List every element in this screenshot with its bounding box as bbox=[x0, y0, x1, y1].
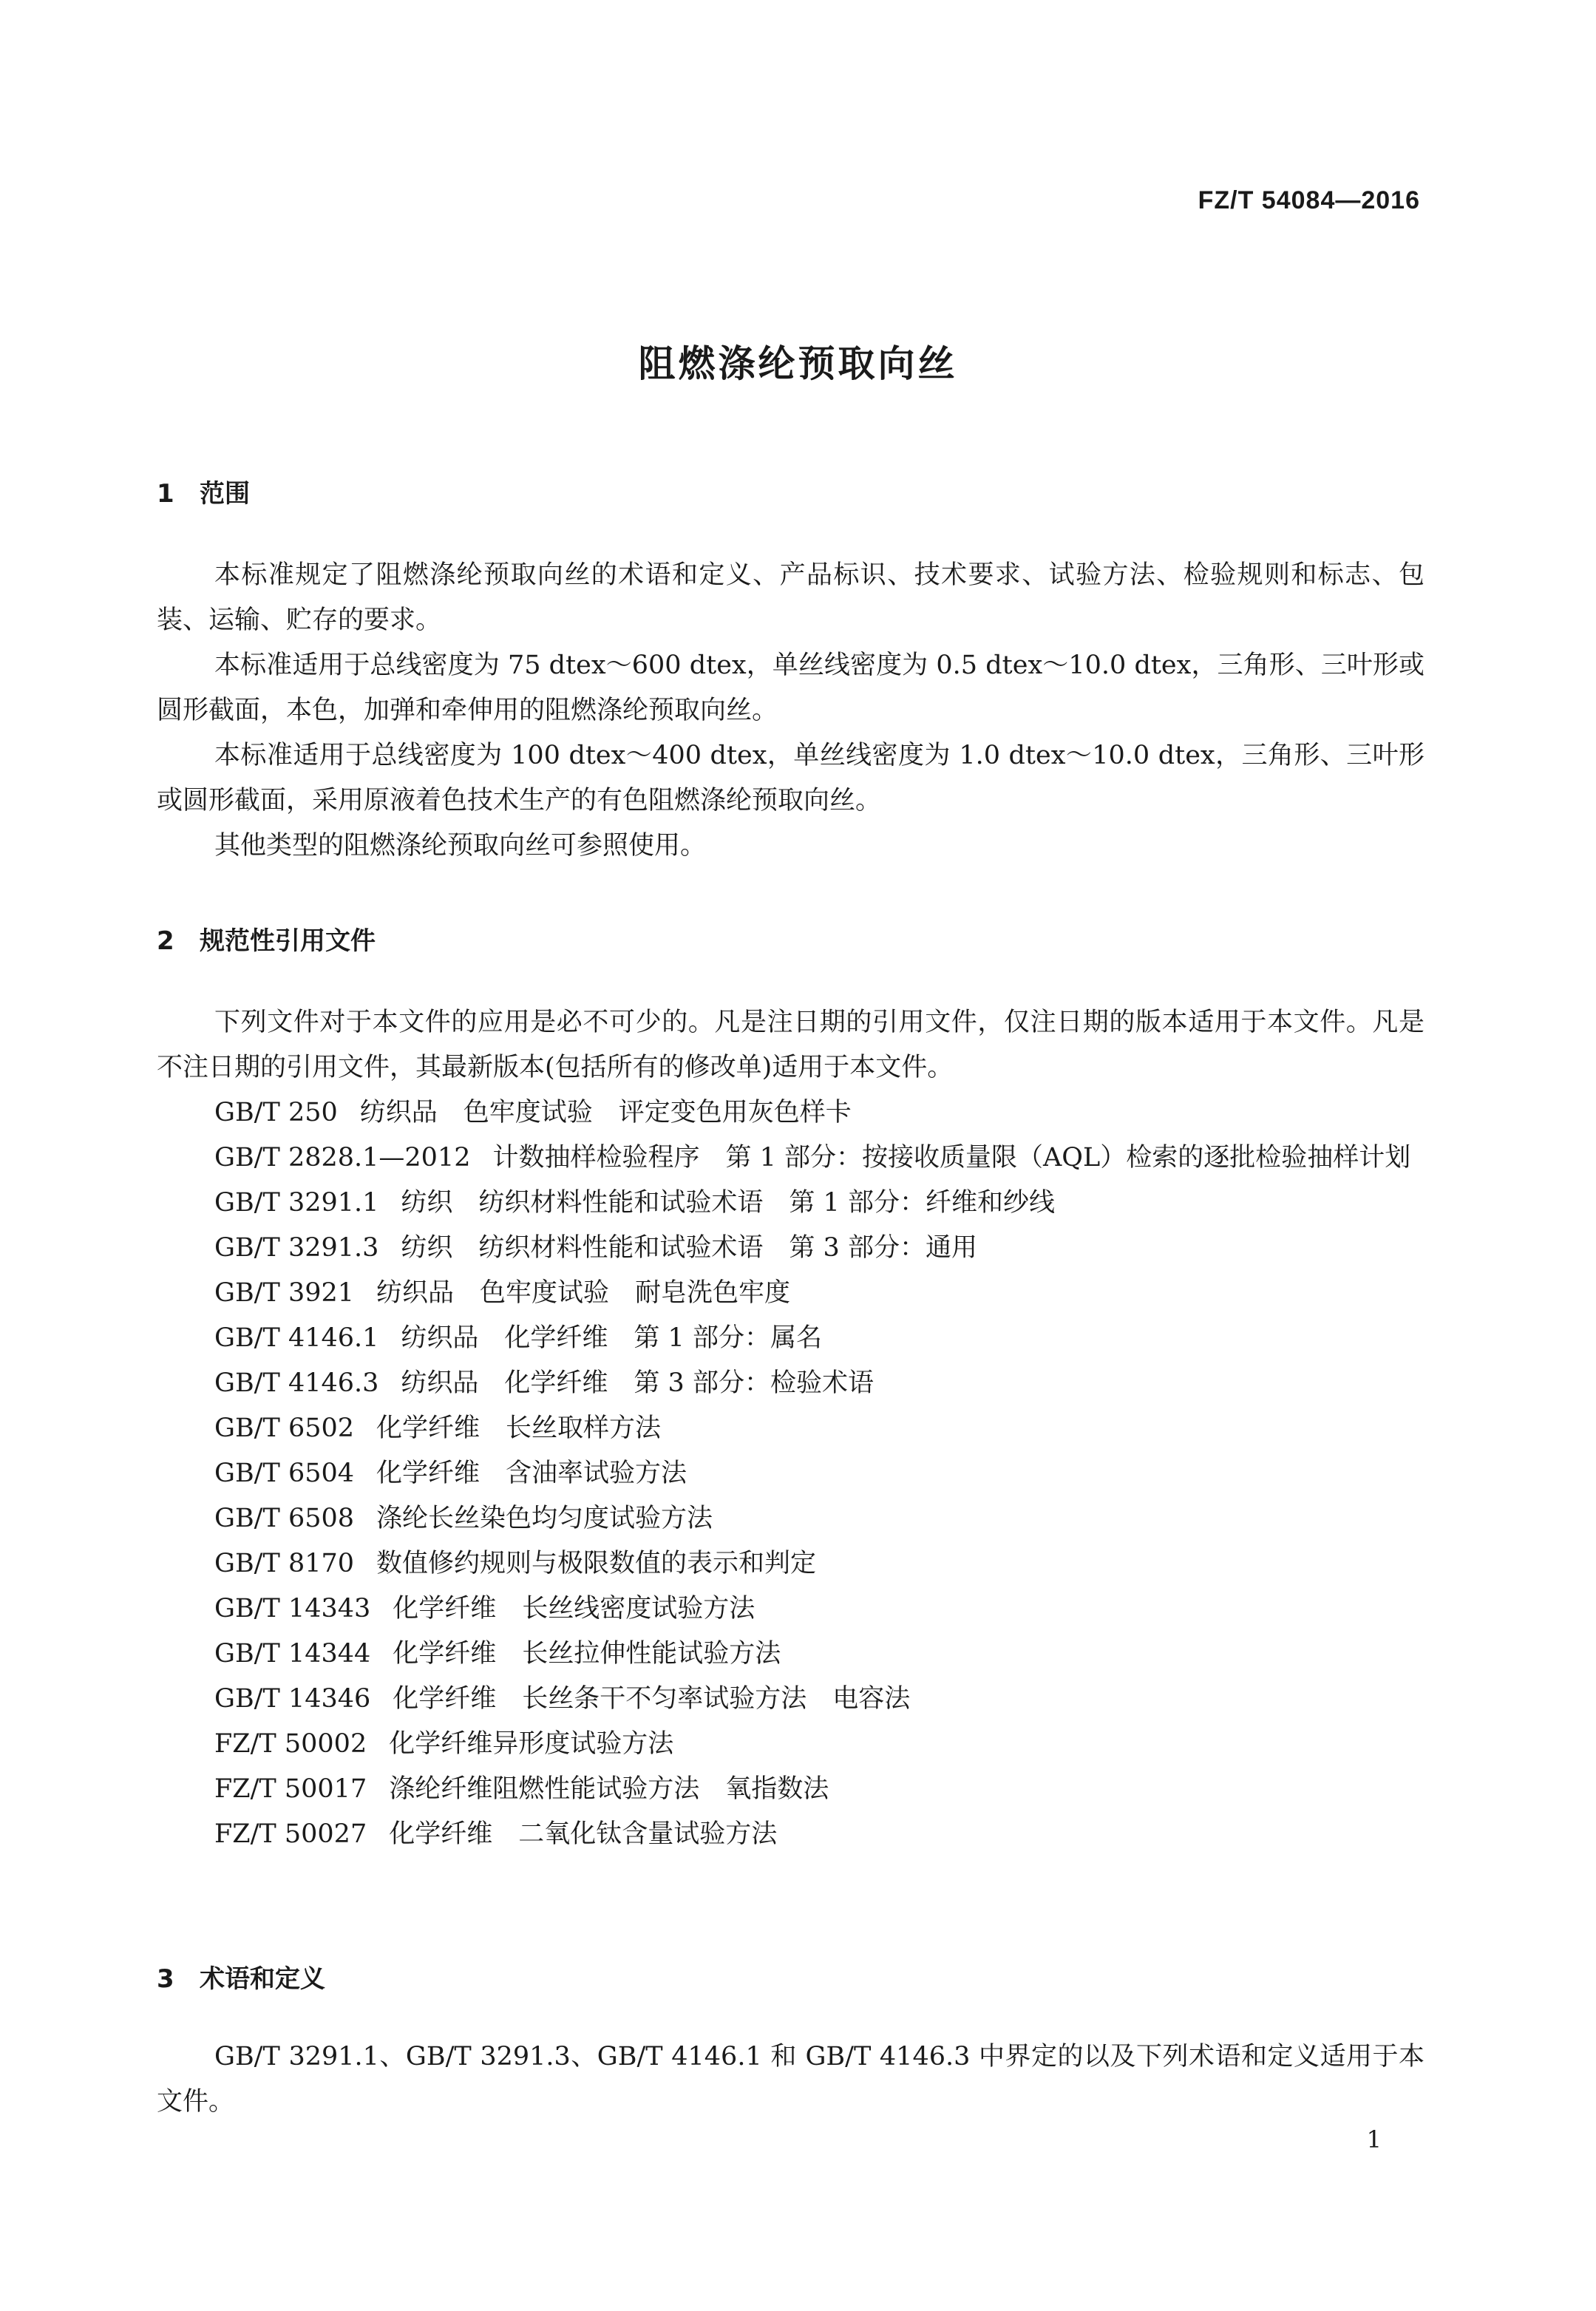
reference-item bbox=[157, 1451, 1424, 1496]
reference-code: FZ/T 50027 bbox=[214, 1819, 367, 1849]
reference-code: GB/T 250 bbox=[214, 1098, 338, 1127]
section-number: 2 bbox=[157, 926, 174, 956]
reference-item bbox=[157, 1541, 1424, 1587]
reference-code: GB/T 3291.3 bbox=[214, 1233, 379, 1263]
reference-code: GB/T 6508 bbox=[214, 1504, 355, 1533]
reference-list bbox=[157, 1090, 1424, 1857]
section-heading-terms bbox=[157, 1958, 325, 1995]
reference-item bbox=[157, 1767, 1424, 1812]
reference-title: 涤纶纤维阻燃性能试验方法 氧指数法 bbox=[389, 1774, 829, 1804]
reference-title: 纺织品 化学纤维 第 1 部分：属名 bbox=[401, 1323, 822, 1353]
reference-code: GB/T 3921 bbox=[214, 1278, 355, 1308]
section-heading-scope bbox=[157, 473, 250, 509]
reference-title: 纺织 纺织材料性能和试验术语 第 3 部分：通用 bbox=[401, 1233, 977, 1263]
section-title: 规范性引用文件 bbox=[200, 926, 376, 956]
reference-item bbox=[157, 1677, 1424, 1722]
reference-title: 化学纤维 长丝拉伸性能试验方法 bbox=[393, 1639, 781, 1669]
reference-item bbox=[157, 1136, 1424, 1181]
section-number: 3 bbox=[157, 1964, 174, 1994]
reference-title: 涤纶长丝染色均匀度试验方法 bbox=[376, 1504, 713, 1533]
standard-number: FZ/T 54084—2016 bbox=[1198, 186, 1420, 214]
section-heading-normative-references bbox=[157, 920, 376, 957]
reference-item bbox=[157, 1587, 1424, 1632]
reference-item bbox=[157, 1496, 1424, 1541]
reference-item bbox=[157, 1090, 1424, 1136]
scope-paragraph-2: 本标准适用于总线密度为 75 dtex～600 dtex，单丝线密度为 0.5 dtex～10.0 dtex，三角形、三叶形或圆形截面，本色，加弹和牵伸用的阻燃涤纶预取向丝。 bbox=[157, 651, 1424, 725]
reference-code: GB/T 3291.1 bbox=[214, 1188, 379, 1218]
scope-paragraph-1: 本标准规定了阻燃涤纶预取向丝的术语和定义、产品标识、技术要求、试验方法、检验规则和标志、包装、运输、贮存的要求。 bbox=[157, 560, 1424, 635]
references-intro: 下列文件对于本文件的应用是必不可少的。凡是注日期的引用文件，仅注日期的版本适用于本文件。凡是不注日期的引用文件，其最新版本(包括所有的修改单)适用于本文件。 bbox=[157, 1008, 1424, 1082]
scope-paragraph-3: 本标准适用于总线密度为 100 dtex～400 dtex，单丝线密度为 1.0 dtex～10.0 dtex，三角形、三叶形或圆形截面，采用原液着色技术生产的有色阻燃涤纶预取向丝。 bbox=[157, 741, 1424, 815]
reference-title: 化学纤维异形度试验方法 bbox=[389, 1729, 674, 1759]
section-title: 术语和定义 bbox=[200, 1964, 325, 1994]
reference-item bbox=[157, 1406, 1424, 1451]
reference-item bbox=[157, 1812, 1424, 1857]
page-number: 1 bbox=[1366, 2125, 1382, 2154]
terms-paragraph: GB/T 3291.1、GB/T 3291.3、GB/T 4146.1 和 GB/T 4146.3 中界定的以及下列术语和定义适用于本文件。 bbox=[157, 2042, 1424, 2117]
reference-title: 化学纤维 二氧化钛含量试验方法 bbox=[389, 1819, 778, 1849]
reference-code: GB/T 8170 bbox=[214, 1549, 355, 1578]
document-title: 阻燃涤纶预取向丝 bbox=[638, 342, 958, 385]
reference-code: GB/T 6504 bbox=[214, 1459, 355, 1488]
reference-code: GB/T 4146.3 bbox=[214, 1368, 379, 1398]
reference-code: GB/T 14344 bbox=[214, 1639, 371, 1669]
section-title: 范围 bbox=[200, 479, 250, 509]
reference-item bbox=[157, 1361, 1424, 1406]
reference-item bbox=[157, 1316, 1424, 1361]
reference-title: 化学纤维 含油率试验方法 bbox=[376, 1459, 687, 1488]
scope-paragraph-4: 其他类型的阻燃涤纶预取向丝可参照使用。 bbox=[214, 831, 707, 861]
reference-title: 纺织品 色牢度试验 耐皂洗色牢度 bbox=[376, 1278, 791, 1308]
reference-title: 化学纤维 长丝取样方法 bbox=[376, 1414, 662, 1443]
reference-title: 纺织 纺织材料性能和试验术语 第 1 部分：纤维和纱线 bbox=[401, 1188, 1055, 1218]
reference-item bbox=[157, 1271, 1424, 1316]
reference-item bbox=[157, 1181, 1424, 1226]
reference-code: GB/T 4146.1 bbox=[214, 1323, 379, 1353]
reference-title: 纺织品 化学纤维 第 3 部分：检验术语 bbox=[401, 1368, 874, 1398]
reference-code: GB/T 6502 bbox=[214, 1414, 355, 1443]
reference-title: 计数抽样检验程序 第 1 部分：按接收质量限（AQL）检索的逐批检验抽样计划 bbox=[492, 1143, 1411, 1173]
section-number: 1 bbox=[157, 479, 174, 509]
reference-item bbox=[157, 1226, 1424, 1271]
reference-code: FZ/T 50017 bbox=[214, 1774, 367, 1804]
reference-item bbox=[157, 1632, 1424, 1677]
reference-code: GB/T 2828.1—2012 bbox=[214, 1143, 471, 1173]
reference-item bbox=[157, 1722, 1424, 1767]
reference-code: GB/T 14346 bbox=[214, 1684, 371, 1714]
reference-title: 化学纤维 长丝线密度试验方法 bbox=[393, 1594, 755, 1623]
reference-code: GB/T 14343 bbox=[214, 1594, 371, 1623]
reference-title: 数值修约规则与极限数值的表示和判定 bbox=[376, 1549, 817, 1578]
reference-title: 纺织品 色牢度试验 评定变色用灰色样卡 bbox=[359, 1098, 852, 1127]
reference-title: 化学纤维 长丝条干不匀率试验方法 电容法 bbox=[393, 1684, 911, 1714]
reference-code: FZ/T 50002 bbox=[214, 1729, 367, 1759]
